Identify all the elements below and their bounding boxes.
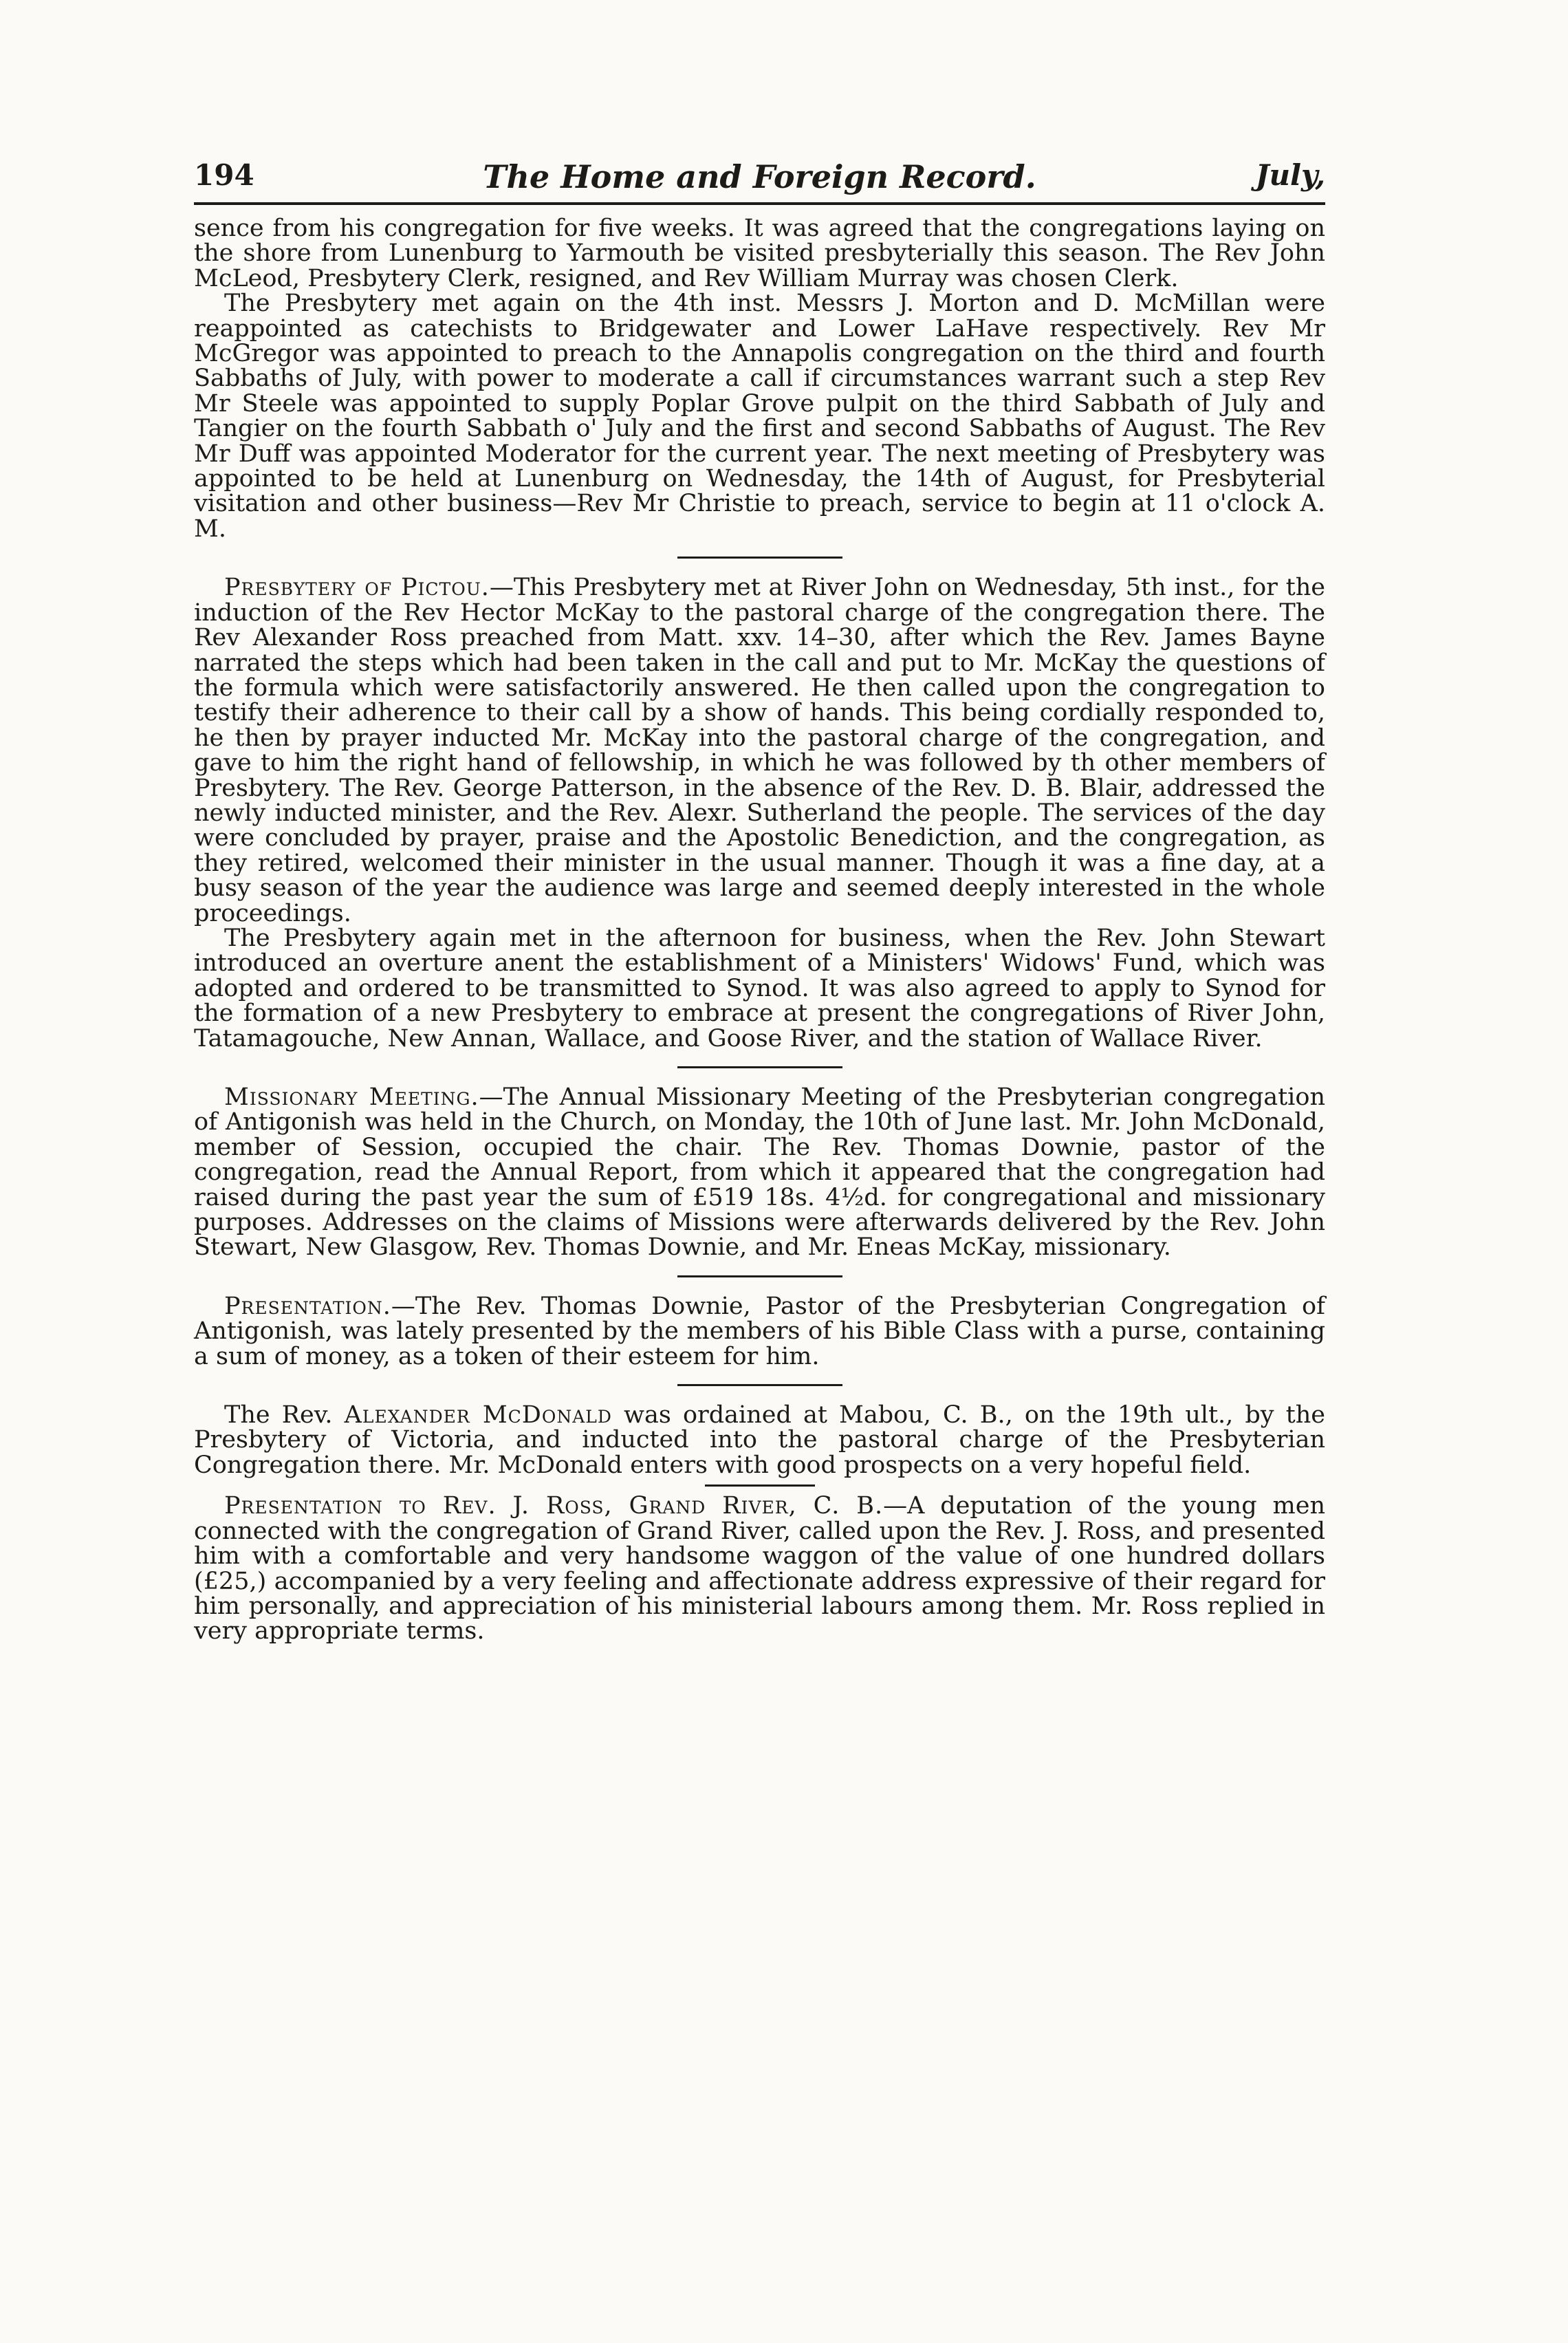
- paragraph-text: —The Rev. Thomas Downie, Pastor of the Presbyterian Congregation of Antigonish, was lately presented by the members of his Bible Class with a purse, containing a sum of money, as a token of their esteem for him.: [194, 1292, 1325, 1370]
- section-divider: [677, 557, 842, 559]
- section-heading: Presentation to Rev. J. Ross, Grand River, C. B.: [224, 1492, 884, 1520]
- section-divider: [677, 1275, 842, 1277]
- minister-name: Alexander McDonald: [344, 1401, 612, 1429]
- running-title: The Home and Foreign Record.: [483, 158, 1036, 195]
- paragraph-presentation-ross: [194, 1493, 1325, 1643]
- paragraph-text: The Rev.: [224, 1401, 345, 1429]
- paragraph-presbytery-afternoon: The Presbytery again met in the afternoon for business, when the Rev. John Stewart introduced an overture anent the establishment of a Ministers' Widows' Fund, which was adopted and ordered to be transmitted to Synod. It was also agreed to apply to Synod for the formation of a new Presbytery to embrace at present the congregations of River John, Tatamagouche, New Annan, Wallace, and Goose River, and the station of Wallace River.: [194, 924, 1325, 1052]
- paragraph-presentation: [194, 1294, 1325, 1369]
- section-divider: [677, 1066, 842, 1068]
- paragraph-ordination: [194, 1403, 1325, 1478]
- paragraph-missionary-meeting: [194, 1085, 1325, 1260]
- page: [194, 158, 1325, 1644]
- section-divider: [705, 1484, 815, 1487]
- paragraph-text: —The Annual Missionary Meeting of the Presbyterian congregation of Antigonish was held in the Church, on Monday, the 10th of June last. Mr. John McDonald, member of Session, occupied the chair. The Rev. Thomas Downie, pastor of the congregation, read the Annual Report, from which it appeared that the congregation had raised during the past year the sum of £519 18s. 4½d. for congregational and missionary purposes. Addresses on the claims of Missions were afterwards delivered by the Rev. John Stewart, New Glasgow, Rev. Thomas Downie, and Mr. Eneas McKay, missionary.: [194, 1083, 1325, 1262]
- page-header: [194, 158, 1325, 205]
- paragraph-continuation: sence from his congregation for five weeks. It was agreed that the congregations laying on the shore from Lunenburg to Yarmouth be visited presbyterially this season. The Rev John McLeod, Presbytery Clerk, resigned, and Rev William Murray was chosen Clerk.: [194, 215, 1325, 292]
- header-month: July,: [1255, 158, 1325, 192]
- paragraph-text: —This Presbytery met at River John on Wednesday, 5th inst., for the induction of the Rev Hector McKay to the pastoral charge of the congregation there. The Rev Alexander Ross preached from Matt. xxv. 14–30, after which the Rev. James Bayne narrated the steps which had been taken in the call and put to Mr. McKay the questions of the formula which were satisfactorily answered. He then called upon the congregation to testify their adherence to their call by a show of hands. This being cordially responded to, he then by prayer inducted Mr. McKay into the pastoral charge of the congregation, and gave to him the right hand of fellowship, in which he was followed by th other members of Presbytery. The Rev. George Patterson, in the absence of the Rev. D. B. Blair, addressed the newly inducted minister, and the Rev. Alexr. Sutherland the people. The services of the day were concluded by prayer, praise and the Apostolic Benediction, and the congregation, as they retired, welcomed their minister in the usual manner. Though it was a fine day, at a busy season of the year the audience was large and seemed deeply interested in the whole proceedings.: [194, 574, 1325, 927]
- paragraph-text: —A deputation of the young men connected with the congregation of Grand River, called upon the Rev. J. Ross, and presented him with a comfortable and very handsome waggon of the value of one hundred dollars (£25,) accompanied by a very feeling and affectionate address expressive of their regard for him personally, and appreciation of his ministerial labours among them. Mr. Ross replied in very appropriate terms.: [194, 1492, 1325, 1645]
- section-heading: Presbytery of Pictou.: [224, 574, 490, 602]
- paragraph-presbytery-of-pictou: [194, 575, 1325, 926]
- section-divider: [677, 1384, 842, 1386]
- page-number: 194: [194, 158, 254, 192]
- section-heading: Presentation.: [224, 1292, 391, 1320]
- paragraph-text: was ordained at Mabou, C. B., on the 19th ult., by the Presbytery of Victoria, and inducted into the pastoral charge of the Presbyterian Congregation there. Mr. McDonald enters with good prospects on a very hopeful field.: [194, 1401, 1325, 1479]
- paragraph-presbytery-meeting: The Presbytery met again on the 4th inst. Messrs J. Morton and D. McMillan were reappointed as catechists to Bridgewater and Lower LaHave respectively. Rev Mr McGregor was appointed to preach to the Annapolis congregation on the third and fourth Sabbaths of July, with power to moderate a call if circumstances warrant such a step Rev Mr Steele was appointed to supply Poplar Grove pulpit on the third Sabbath of July and Tangier on the fourth Sabbath o' July and the first and second Sabbaths of August. The Rev Mr Duff was appointed Moderator for the current year. The next meeting of Presbytery was appointed to be held at Lunenburg on Wednesday, the 14th of August, for Presbyterial visitation and other business—Rev Mr Christie to preach, service to begin at 11 o'clock A. M.: [194, 290, 1325, 543]
- section-heading: Missionary Meeting.: [224, 1083, 479, 1111]
